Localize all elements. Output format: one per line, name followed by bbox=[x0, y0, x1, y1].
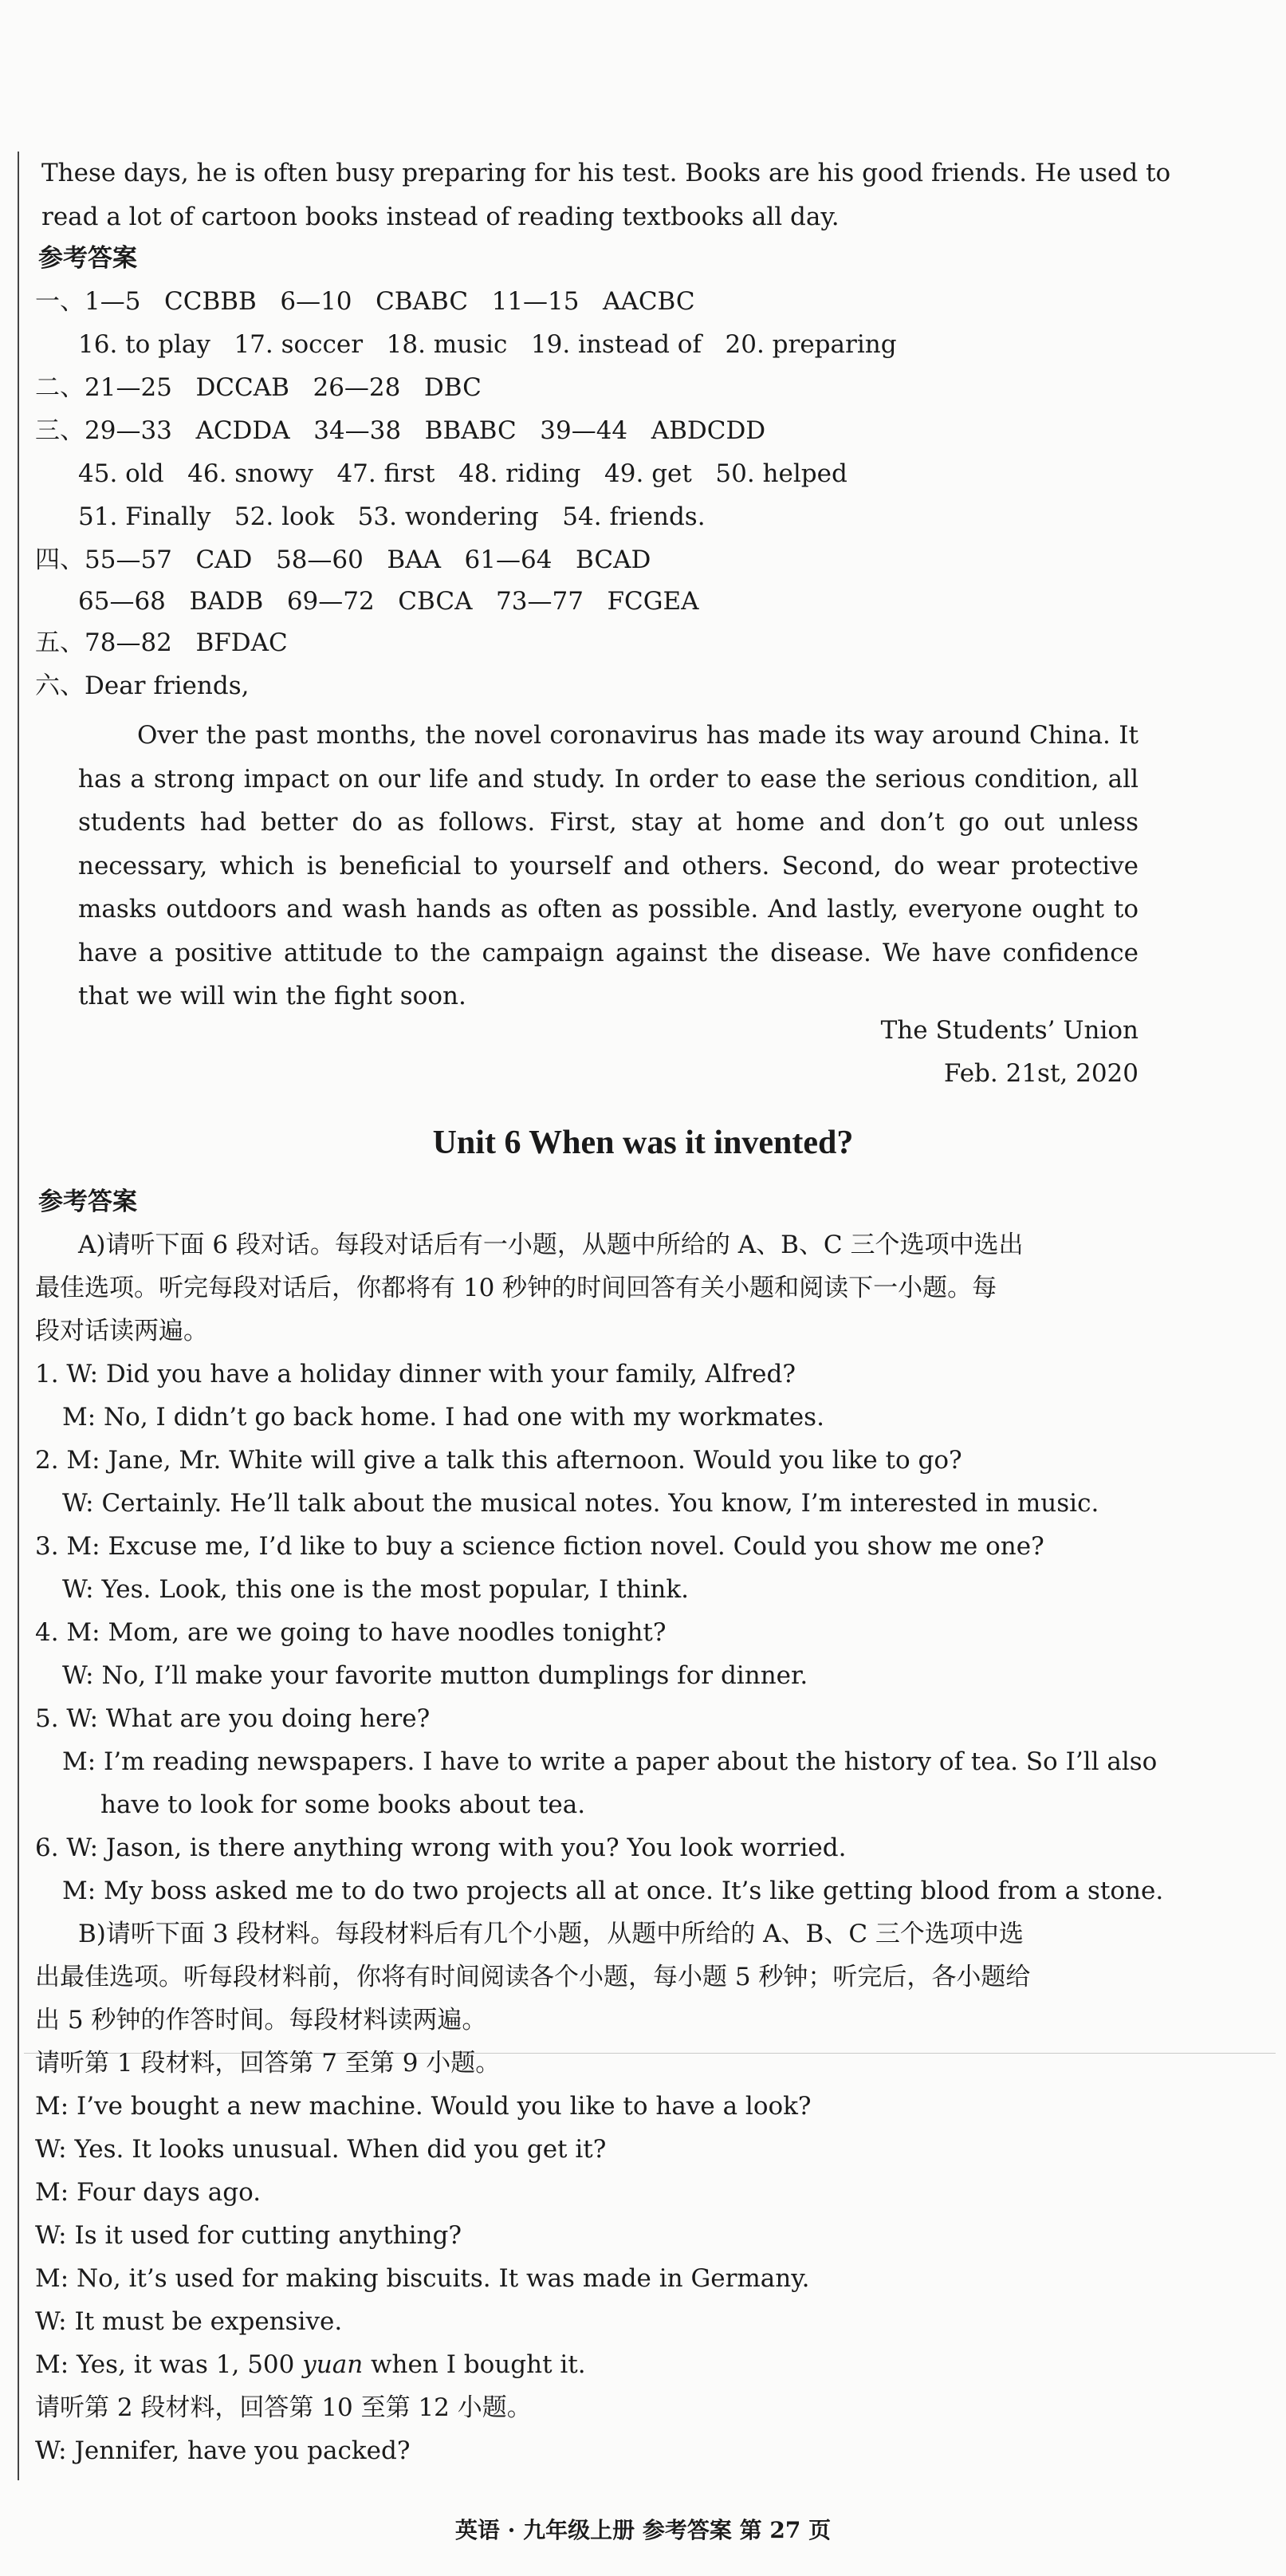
answer-line: 51. Finally 52. look 53. wondering 54. friends. bbox=[78, 502, 706, 531]
unit-answers-heading: 参考答案 bbox=[38, 1188, 137, 1216]
material-line-price bbox=[35, 2349, 586, 2381]
price-line-currency: yuan bbox=[302, 2350, 364, 2379]
dialogue-line: W: Certainly. He’ll talk about the musical notes. You know, I’m interested in music. bbox=[62, 1489, 1099, 1518]
page-footer: 英语 · 九年级上册 参考答案 第 27 页 bbox=[454, 2517, 832, 2543]
margin-rule bbox=[18, 152, 19, 2480]
dialogue-line: 2. M: Jane, Mr. White will give a talk this afternoon. Would you like to go? bbox=[35, 1446, 962, 1475]
dialogue-line: 6. W: Jason, is there anything wrong with you? You look worried. bbox=[35, 1834, 847, 1862]
dialogue-line: M: My boss asked me to do two projects all at once. It’s like getting blood from a stone. bbox=[62, 1877, 1164, 1905]
letter-signature: The Students’ Union bbox=[880, 1016, 1139, 1045]
section-a-intro: 最佳选项。听完每段对话后，你都将有 10 秒钟的时间回答有关小题和阅读下一小题。每 bbox=[35, 1274, 997, 1302]
material-2-heading: 请听第 2 段材料，回答第 10 至第 12 小题。 bbox=[35, 2393, 532, 2422]
dialogue-line: 5. W: What are you doing here? bbox=[35, 1704, 431, 1733]
section-a-intro: 段对话读两遍。 bbox=[35, 1317, 208, 1345]
answer-line: 三、29—33 ACDDA 34—38 BBABC 39—44 ABDCDD bbox=[35, 416, 766, 445]
section-a-intro: A)请听下面 6 段对话。每段对话后有一小题，从题中所给的 A、B、C 三个选项中选出 bbox=[78, 1231, 1024, 1259]
material-line: W: Jennifer, have you packed? bbox=[35, 2436, 411, 2465]
answers-heading: 参考答案 bbox=[38, 244, 137, 273]
dialogue-line: 4. M: Mom, are we going to have noodles tonight? bbox=[35, 1618, 667, 1647]
dialogue-line: W: No, I’ll make your favorite mutton dumplings for dinner. bbox=[62, 1661, 808, 1690]
price-line-start: M: Yes, it was 1, 500 bbox=[35, 2350, 303, 2379]
material-line: M: I’ve bought a new machine. Would you like to have a look? bbox=[35, 2092, 812, 2121]
material-line: W: It must be expensive. bbox=[35, 2307, 343, 2336]
material-line: W: Is it used for cutting anything? bbox=[35, 2221, 462, 2250]
letter-body: Over the past months, the novel coronavirus has made its way around China. It has a strong impact on our life and study. In order to ease the serious condition, all students had better do as follows. First, stay at home and don’t go out unless necessary, which is beneficial to yourself and others. Second, do wear protective masks outdoors and wash hands as often as possible. And lastly, everyone ought to have a positive attitude to the campaign against the disease. We have confidence that we will win the fight soon. bbox=[78, 721, 1139, 1010]
answer-line: 二、21—25 DCCAB 26—28 DBC bbox=[35, 373, 482, 402]
dialogue-line: have to look for some books about tea. bbox=[100, 1790, 586, 1819]
answer-line: 五、78—82 BFDAC bbox=[35, 628, 288, 657]
answer-line: 16. to play 17. soccer 18. music 19. instead of 20. preparing bbox=[78, 330, 897, 359]
intro-line-2: read a lot of cartoon books instead of reading textbooks all day. bbox=[41, 203, 840, 231]
letter-date: Feb. 21st, 2020 bbox=[943, 1059, 1139, 1088]
letter-greeting: 六、Dear friends, bbox=[35, 672, 250, 700]
price-line-end: when I bought it. bbox=[363, 2350, 586, 2379]
unit-title: Unit 6 When was it invented? bbox=[432, 1125, 854, 1161]
section-b-intro: 出最佳选项。听每段材料前，你将有时间阅读各个小题，每小题 5 秒钟；听完后，各小题给 bbox=[35, 1963, 1031, 1991]
answer-line: 四、55—57 CAD 58—60 BAA 61—64 BCAD bbox=[35, 546, 651, 574]
material-line: M: Four days ago. bbox=[35, 2178, 262, 2207]
dialogue-line: 3. M: Excuse me, I’d like to buy a science fiction novel. Could you show me one? bbox=[35, 1532, 1044, 1561]
section-b-intro: B)请听下面 3 段材料。每段材料后有几个小题，从题中所给的 A、B、C 三个选项中选 bbox=[78, 1920, 1024, 1948]
answer-line: 一、1—5 CCBBB 6—10 CBABC 11—15 AACBC bbox=[35, 287, 695, 316]
material-1-heading: 请听第 1 段材料，回答第 7 至第 9 小题。 bbox=[35, 2049, 501, 2078]
material-line: W: Yes. It looks unusual. When did you get it? bbox=[35, 2135, 607, 2164]
material-line: M: No, it’s used for making biscuits. It was made in Germany. bbox=[35, 2264, 810, 2293]
intro-line-1: These days, he is often busy preparing for his test. Books are his good friends. He used to bbox=[41, 159, 1171, 187]
answer-line: 65—68 BADB 69—72 CBCA 73—77 FCGEA bbox=[78, 587, 699, 616]
dialogue-line: M: No, I didn’t go back home. I had one with my workmates. bbox=[62, 1403, 824, 1432]
dialogue-line: 1. W: Did you have a holiday dinner with your family, Alfred? bbox=[35, 1360, 796, 1388]
section-b-intro: 出 5 秒钟的作答时间。每段材料读两遍。 bbox=[35, 2006, 487, 2034]
dialogue-line: W: Yes. Look, this one is the most popular, I think. bbox=[62, 1575, 689, 1604]
dialogue-line: M: I’m reading newspapers. I have to write a paper about the history of tea. So I’ll also bbox=[62, 1747, 1158, 1776]
answer-line: 45. old 46. snowy 47. first 48. riding 49. get 50. helped bbox=[78, 459, 848, 488]
